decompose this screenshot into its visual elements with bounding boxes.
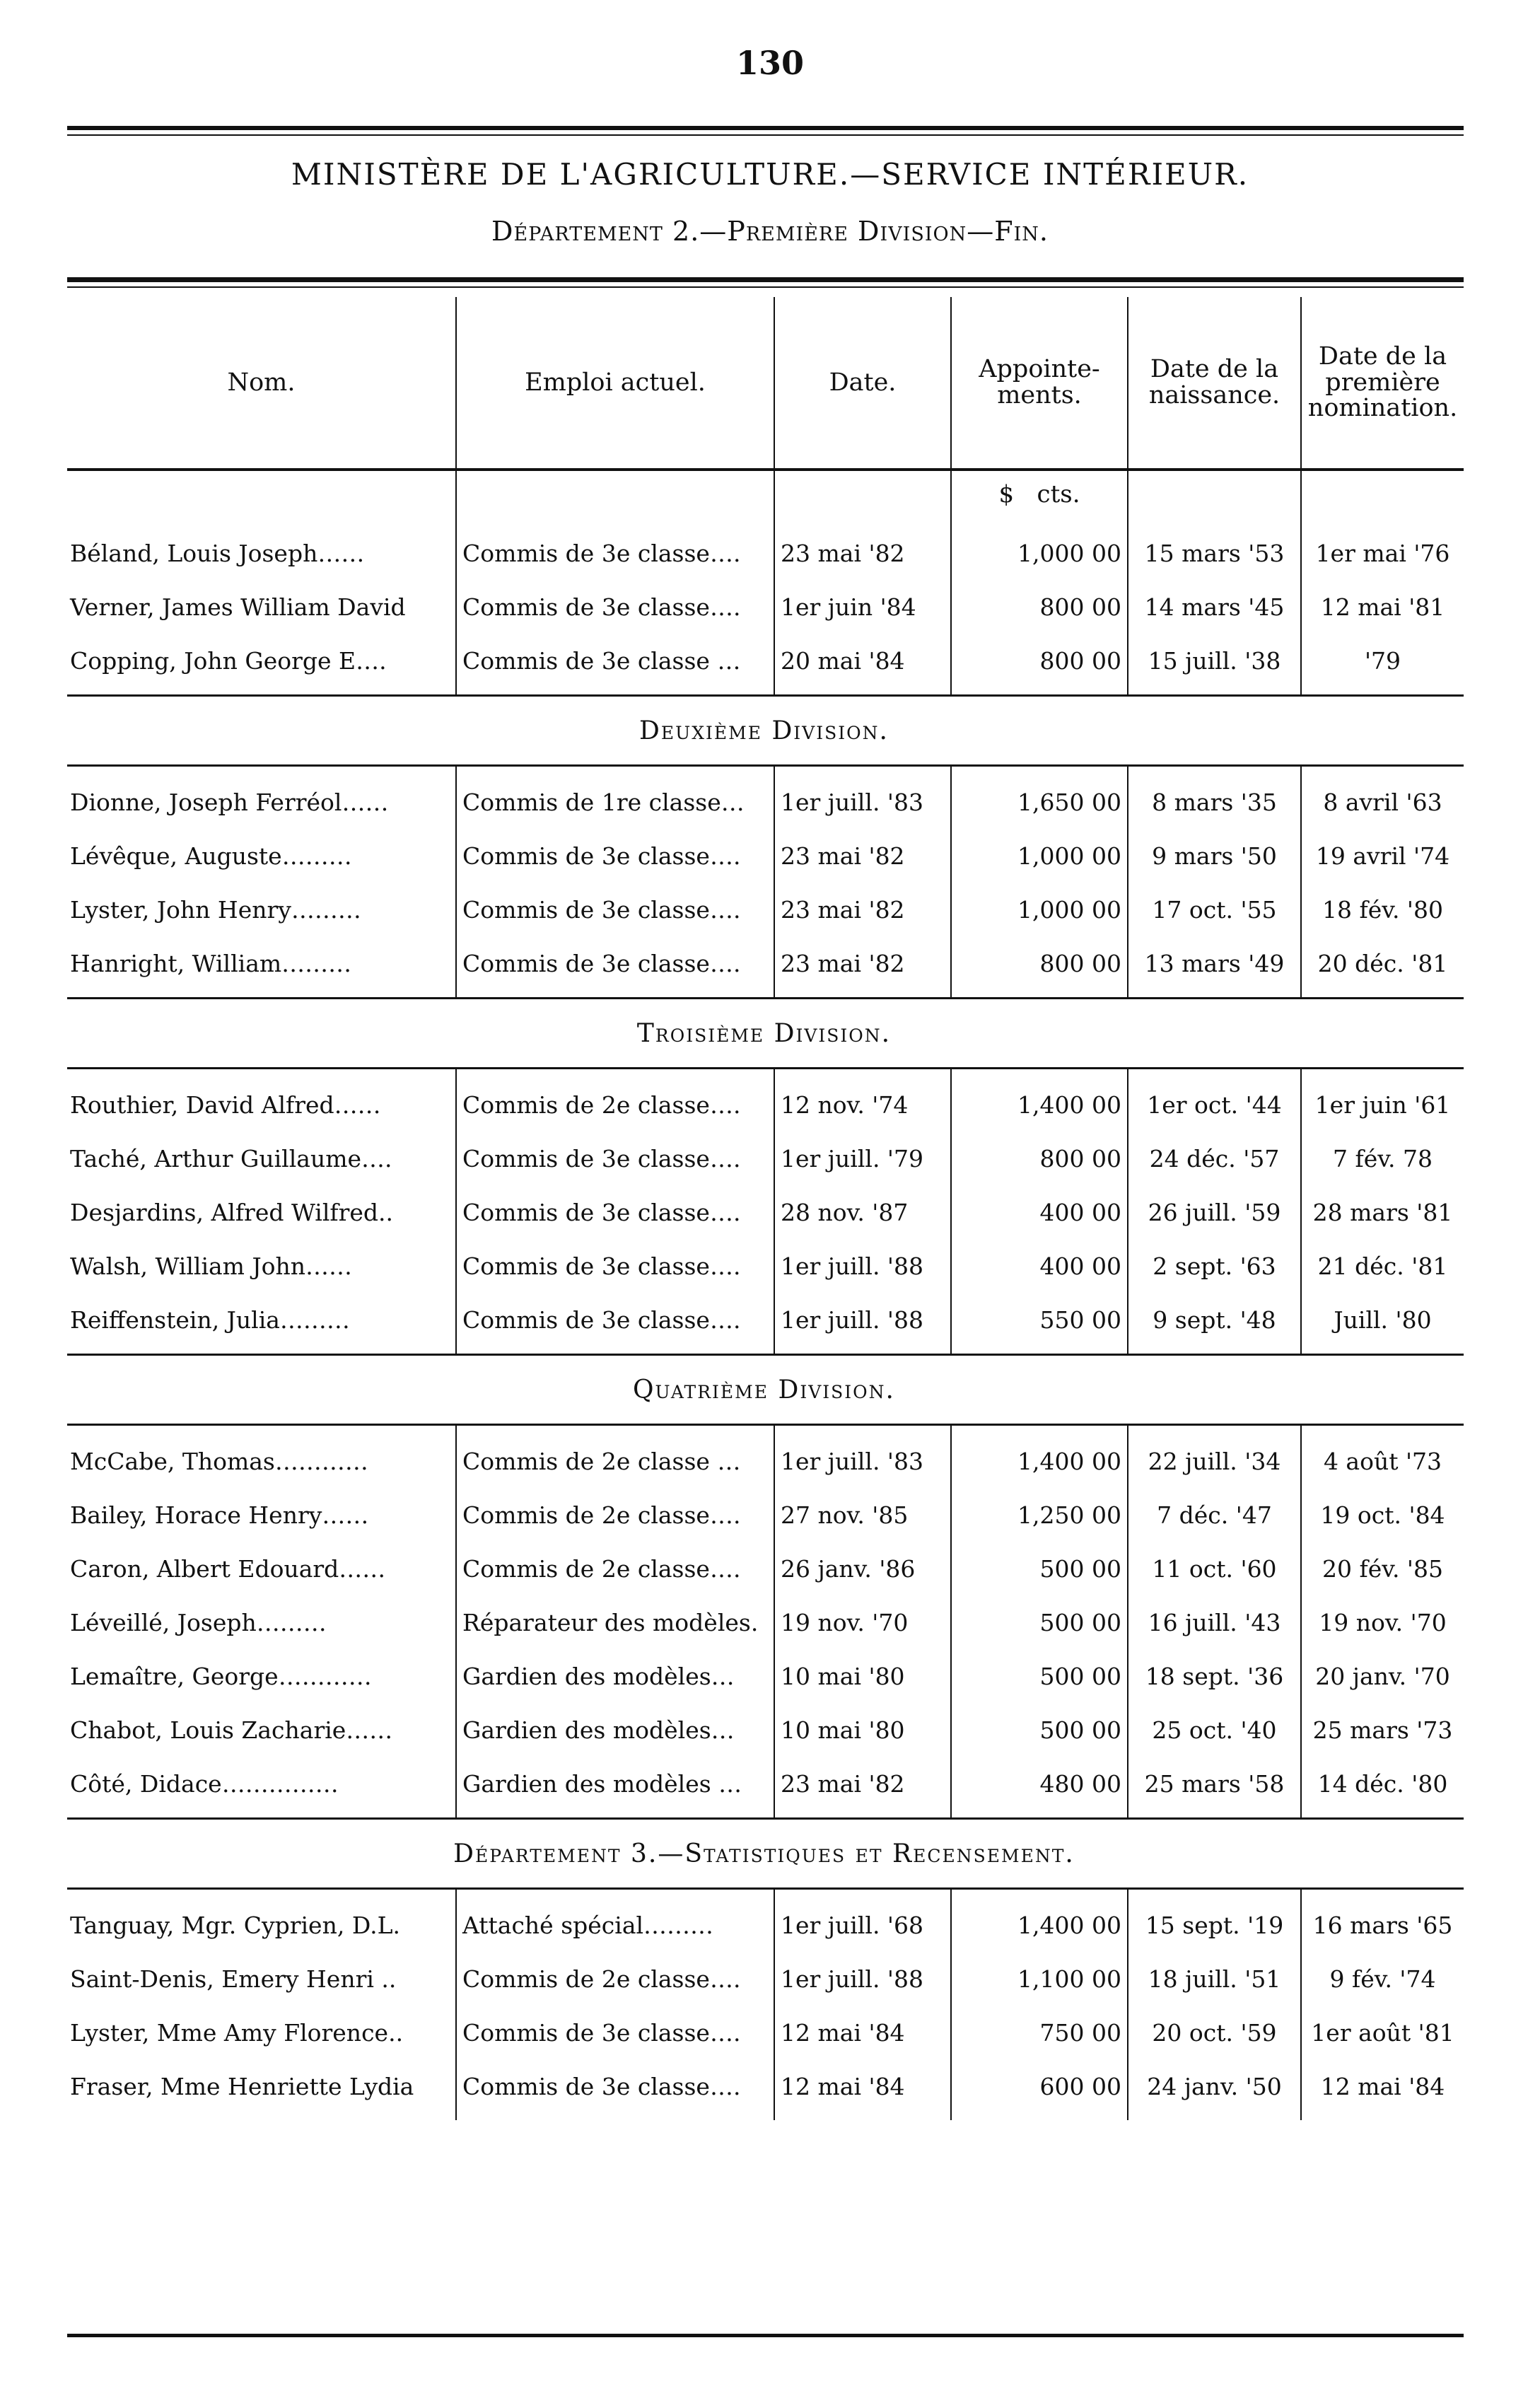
cell-appointements: 800 00 bbox=[951, 1131, 1128, 1185]
cell-emploi: Commis de 3e classe…. bbox=[456, 2006, 774, 2059]
cell-naissance: 15 juill. '38 bbox=[1128, 634, 1301, 696]
section-heading-row bbox=[67, 1355, 1464, 1425]
department-subtitle: Département 2.—Première Division—Fin. bbox=[491, 216, 1049, 247]
cell-emploi: Réparateur des modèles. bbox=[456, 1595, 774, 1649]
cents-label: cts. bbox=[1037, 480, 1080, 508]
table-header-row bbox=[67, 297, 1464, 470]
bottom-rule bbox=[67, 2334, 1464, 2337]
cell-naissance: 9 sept. '48 bbox=[1128, 1293, 1301, 1355]
table-row bbox=[67, 829, 1464, 883]
cell-nom: Léveillé, Joseph……… bbox=[70, 1608, 327, 1636]
cell-naissance: 14 mars '45 bbox=[1128, 580, 1301, 634]
table-row bbox=[67, 1649, 1464, 1703]
table-row bbox=[67, 883, 1464, 936]
col-header-appointements: Appointe-ments. bbox=[951, 297, 1128, 470]
cell-emploi: Commis de 3e classe…. bbox=[456, 580, 774, 634]
cell-emploi: Commis de 2e classe … bbox=[456, 1425, 774, 1489]
cell-date: 1er juill. '88 bbox=[774, 1293, 951, 1355]
cell-date: 1er juill. '79 bbox=[774, 1131, 951, 1185]
cell-appointements: 1,400 00 bbox=[951, 1425, 1128, 1489]
cell-nom: Desjardins, Alfred Wilfred.. bbox=[70, 1198, 394, 1226]
cell-naissance: 8 mars '35 bbox=[1128, 766, 1301, 830]
cell-appointements: 1,400 00 bbox=[951, 1889, 1128, 1953]
table-row bbox=[67, 1542, 1464, 1595]
cell-date: 12 nov. '74 bbox=[774, 1069, 951, 1132]
cell-appointements: 500 00 bbox=[951, 1703, 1128, 1757]
cell-nom: Béland, Louis Joseph…… bbox=[70, 539, 365, 567]
cell-emploi: Commis de 2e classe…. bbox=[456, 1488, 774, 1542]
cell-naissance: 25 mars '58 bbox=[1128, 1757, 1301, 1819]
cell-naissance: 16 juill. '43 bbox=[1128, 1595, 1301, 1649]
cell-date: 26 janv. '86 bbox=[774, 1542, 951, 1595]
cell-appointements: 400 00 bbox=[951, 1185, 1128, 1239]
cell-nom: Saint-Denis, Emery Henri .. bbox=[70, 1965, 397, 1993]
cell-nom: Bailey, Horace Henry…… bbox=[70, 1501, 369, 1529]
cell-appointements: 800 00 bbox=[951, 936, 1128, 999]
cell-date: 12 mai '84 bbox=[774, 2059, 951, 2120]
cell-emploi: Commis de 1re classe… bbox=[456, 766, 774, 830]
cell-date: 28 nov. '87 bbox=[774, 1185, 951, 1239]
cell-premiere: 19 nov. '70 bbox=[1301, 1595, 1464, 1649]
cell-date: 12 mai '84 bbox=[774, 2006, 951, 2059]
cell-date: 1er juill. '68 bbox=[774, 1889, 951, 1953]
cell-naissance: 15 sept. '19 bbox=[1128, 1889, 1301, 1953]
header-rule-thick bbox=[67, 277, 1464, 282]
cell-emploi: Commis de 3e classe…. bbox=[456, 829, 774, 883]
cell-appointements: 1,400 00 bbox=[951, 1069, 1128, 1132]
cell-emploi: Commis de 3e classe…. bbox=[456, 2059, 774, 2120]
cell-emploi: Commis de 3e classe…. bbox=[456, 518, 774, 580]
section-heading: Troisième Division. bbox=[67, 999, 1464, 1069]
cell-emploi: Gardien des modèles … bbox=[456, 1757, 774, 1819]
cell-date: 1er juill. '88 bbox=[774, 1952, 951, 2006]
cell-date: 27 nov. '85 bbox=[774, 1488, 951, 1542]
cell-premiere: 19 avril '74 bbox=[1301, 829, 1464, 883]
cell-emploi: Gardien des modèles… bbox=[456, 1703, 774, 1757]
cell-naissance: 25 oct. '40 bbox=[1128, 1703, 1301, 1757]
cell-naissance: 26 juill. '59 bbox=[1128, 1185, 1301, 1239]
cell-naissance: 18 sept. '36 bbox=[1128, 1649, 1301, 1703]
col-header-nom: Nom. bbox=[67, 297, 456, 470]
cell-nom: Chabot, Louis Zacharie…… bbox=[70, 1716, 393, 1744]
cell-nom: Lyster, John Henry……… bbox=[70, 895, 361, 924]
cell-appointements: 1,000 00 bbox=[951, 883, 1128, 936]
cell-nom: Caron, Albert Edouard…… bbox=[70, 1554, 386, 1583]
cell-nom: Copping, John George E…. bbox=[70, 646, 387, 675]
cell-date: 23 mai '82 bbox=[774, 829, 951, 883]
cell-nom: Verner, James William David bbox=[70, 593, 406, 621]
cell-emploi: Commis de 2e classe…. bbox=[456, 1069, 774, 1132]
section-heading-row bbox=[67, 1819, 1464, 1889]
table-row bbox=[67, 766, 1464, 830]
cell-emploi: Commis de 3e classe…. bbox=[456, 936, 774, 999]
cell-naissance: 13 mars '49 bbox=[1128, 936, 1301, 999]
table-row bbox=[67, 1185, 1464, 1239]
col-header-emploi: Emploi actuel. bbox=[456, 297, 774, 470]
cell-emploi: Commis de 3e classe…. bbox=[456, 1185, 774, 1239]
cell-premiere: 1er mai '76 bbox=[1301, 518, 1464, 580]
header-rule-thin bbox=[67, 286, 1464, 288]
cell-premiere: 18 fév. '80 bbox=[1301, 883, 1464, 936]
table-row bbox=[67, 1488, 1464, 1542]
cell-appointements: 480 00 bbox=[951, 1757, 1128, 1819]
cell-emploi: Commis de 3e classe…. bbox=[456, 1239, 774, 1293]
cell-naissance: 18 juill. '51 bbox=[1128, 1952, 1301, 2006]
cell-naissance: 17 oct. '55 bbox=[1128, 883, 1301, 936]
cell-naissance: 1er oct. '44 bbox=[1128, 1069, 1301, 1132]
cell-appointements: 1,250 00 bbox=[951, 1488, 1128, 1542]
cell-appointements: 800 00 bbox=[951, 580, 1128, 634]
table-body bbox=[67, 470, 1464, 2120]
cell-date: 10 mai '80 bbox=[774, 1649, 951, 1703]
cell-date: 23 mai '82 bbox=[774, 936, 951, 999]
cell-nom: Hanright, William……… bbox=[70, 949, 352, 977]
top-rule-thick bbox=[67, 126, 1464, 130]
cell-date: 23 mai '82 bbox=[774, 883, 951, 936]
cell-appointements: 750 00 bbox=[951, 2006, 1128, 2059]
cell-date: 19 nov. '70 bbox=[774, 1595, 951, 1649]
cell-premiere: 1er août '81 bbox=[1301, 2006, 1464, 2059]
cell-nom: Côté, Didace…………… bbox=[70, 1769, 339, 1798]
cell-naissance: 7 déc. '47 bbox=[1128, 1488, 1301, 1542]
cell-emploi: Commis de 3e classe…. bbox=[456, 883, 774, 936]
cell-appointements: 800 00 bbox=[951, 634, 1128, 696]
cell-date: 10 mai '80 bbox=[774, 1703, 951, 1757]
table-row bbox=[67, 1425, 1464, 1489]
table-row bbox=[67, 2059, 1464, 2120]
cell-appointements: 1,650 00 bbox=[951, 766, 1128, 830]
cell-premiere: 28 mars '81 bbox=[1301, 1185, 1464, 1239]
table-row bbox=[67, 518, 1464, 580]
cell-nom: Routhier, David Alfred…… bbox=[70, 1090, 381, 1119]
cell-date: 1er juin '84 bbox=[774, 580, 951, 634]
table-row bbox=[67, 1069, 1464, 1132]
cell-premiere: 16 mars '65 bbox=[1301, 1889, 1464, 1953]
cell-premiere: 19 oct. '84 bbox=[1301, 1488, 1464, 1542]
table-row bbox=[67, 1131, 1464, 1185]
cell-emploi: Attaché spécial……… bbox=[456, 1889, 774, 1953]
ministry-title: MINISTÈRE DE L'AGRICULTURE.—SERVICE INTÉRIEUR. bbox=[291, 157, 1249, 192]
cell-nom: Taché, Arthur Guillaume…. bbox=[70, 1144, 392, 1173]
cell-appointements: 1,000 00 bbox=[951, 829, 1128, 883]
cell-appointements: 550 00 bbox=[951, 1293, 1128, 1355]
top-rule-thin bbox=[67, 134, 1464, 136]
table-row bbox=[67, 634, 1464, 696]
cell-naissance: 11 oct. '60 bbox=[1128, 1542, 1301, 1595]
section-heading-row bbox=[67, 999, 1464, 1069]
table-row bbox=[67, 1293, 1464, 1355]
cell-naissance: 24 déc. '57 bbox=[1128, 1131, 1301, 1185]
table-row bbox=[67, 1595, 1464, 1649]
cell-premiere: 7 fév. 78 bbox=[1301, 1131, 1464, 1185]
cell-emploi: Commis de 3e classe…. bbox=[456, 1293, 774, 1355]
cell-nom: Dionne, Joseph Ferréol…… bbox=[70, 788, 389, 816]
section-heading: Quatrième Division. bbox=[67, 1355, 1464, 1425]
table-row bbox=[67, 580, 1464, 634]
cell-nom: McCabe, Thomas………… bbox=[70, 1447, 368, 1475]
cell-premiere: 20 fév. '85 bbox=[1301, 1542, 1464, 1595]
cell-premiere: 14 déc. '80 bbox=[1301, 1757, 1464, 1819]
cell-premiere: 8 avril '63 bbox=[1301, 766, 1464, 830]
cell-premiere: 20 déc. '81 bbox=[1301, 936, 1464, 999]
col-header-premiere-nomination: Date de la première nomination. bbox=[1301, 297, 1464, 470]
cell-emploi: Commis de 2e classe…. bbox=[456, 1952, 774, 2006]
cell-emploi: Commis de 3e classe…. bbox=[456, 1131, 774, 1185]
personnel-table bbox=[67, 297, 1464, 2120]
cell-premiere: Juill. '80 bbox=[1301, 1293, 1464, 1355]
dollar-sign: $ bbox=[998, 480, 1015, 508]
col-header-naissance: Date de la naissance. bbox=[1128, 297, 1301, 470]
cell-nom: Lévêque, Auguste……… bbox=[70, 842, 352, 870]
cell-premiere: '79 bbox=[1301, 634, 1464, 696]
cell-premiere: 21 déc. '81 bbox=[1301, 1239, 1464, 1293]
cell-date: 1er juill. '88 bbox=[774, 1239, 951, 1293]
cell-nom: Walsh, William John…… bbox=[70, 1252, 353, 1280]
section-heading: Département 3.—Statistiques et Recensement. bbox=[67, 1819, 1464, 1889]
table-row bbox=[67, 1757, 1464, 1819]
section-heading: Deuxième Division. bbox=[67, 696, 1464, 766]
cell-premiere: 12 mai '81 bbox=[1301, 580, 1464, 634]
cell-appointements: 400 00 bbox=[951, 1239, 1128, 1293]
cell-naissance: 20 oct. '59 bbox=[1128, 2006, 1301, 2059]
cell-date: 1er juill. '83 bbox=[774, 1425, 951, 1489]
table-row bbox=[67, 2006, 1464, 2059]
cell-nom: Reiffenstein, Julia……… bbox=[70, 1305, 350, 1334]
cell-nom: Tanguay, Mgr. Cyprien, D.L. bbox=[70, 1911, 400, 1939]
cell-appointements: 500 00 bbox=[951, 1595, 1128, 1649]
cell-premiere: 1er juin '61 bbox=[1301, 1069, 1464, 1132]
cell-naissance: 24 janv. '50 bbox=[1128, 2059, 1301, 2120]
cell-date: 23 mai '82 bbox=[774, 518, 951, 580]
cell-premiere: 25 mars '73 bbox=[1301, 1703, 1464, 1757]
cell-premiere: 4 août '73 bbox=[1301, 1425, 1464, 1489]
cell-appointements: 500 00 bbox=[951, 1649, 1128, 1703]
cell-emploi: Gardien des modèles… bbox=[456, 1649, 774, 1703]
units-row bbox=[67, 470, 1464, 518]
cell-naissance: 22 juill. '34 bbox=[1128, 1425, 1301, 1489]
table-row bbox=[67, 1889, 1464, 1953]
cell-appointements: 1,100 00 bbox=[951, 1952, 1128, 2006]
cell-premiere: 12 mai '84 bbox=[1301, 2059, 1464, 2120]
table-row bbox=[67, 936, 1464, 999]
cell-date: 1er juill. '83 bbox=[774, 766, 951, 830]
col-header-date: Date. bbox=[774, 297, 951, 470]
cell-naissance: 9 mars '50 bbox=[1128, 829, 1301, 883]
section-heading-row bbox=[67, 696, 1464, 766]
cell-appointements: 500 00 bbox=[951, 1542, 1128, 1595]
cell-emploi: Commis de 2e classe…. bbox=[456, 1542, 774, 1595]
cell-nom: Fraser, Mme Henriette Lydia bbox=[70, 2072, 414, 2100]
cell-appointements: 600 00 bbox=[951, 2059, 1128, 2120]
units-label bbox=[951, 470, 1128, 518]
cell-date: 20 mai '84 bbox=[774, 634, 951, 696]
page-number: 130 bbox=[735, 44, 805, 82]
cell-emploi: Commis de 3e classe … bbox=[456, 634, 774, 696]
cell-premiere: 20 janv. '70 bbox=[1301, 1649, 1464, 1703]
cell-nom: Lyster, Mme Amy Florence.. bbox=[70, 2018, 404, 2047]
cell-appointements: 1,000 00 bbox=[951, 518, 1128, 580]
cell-naissance: 15 mars '53 bbox=[1128, 518, 1301, 580]
cell-date: 23 mai '82 bbox=[774, 1757, 951, 1819]
cell-naissance: 2 sept. '63 bbox=[1128, 1239, 1301, 1293]
table-row bbox=[67, 1952, 1464, 2006]
cell-premiere: 9 fév. '74 bbox=[1301, 1952, 1464, 2006]
cell-nom: Lemaître, George………… bbox=[70, 1662, 372, 1690]
table-row bbox=[67, 1239, 1464, 1293]
table-row bbox=[67, 1703, 1464, 1757]
